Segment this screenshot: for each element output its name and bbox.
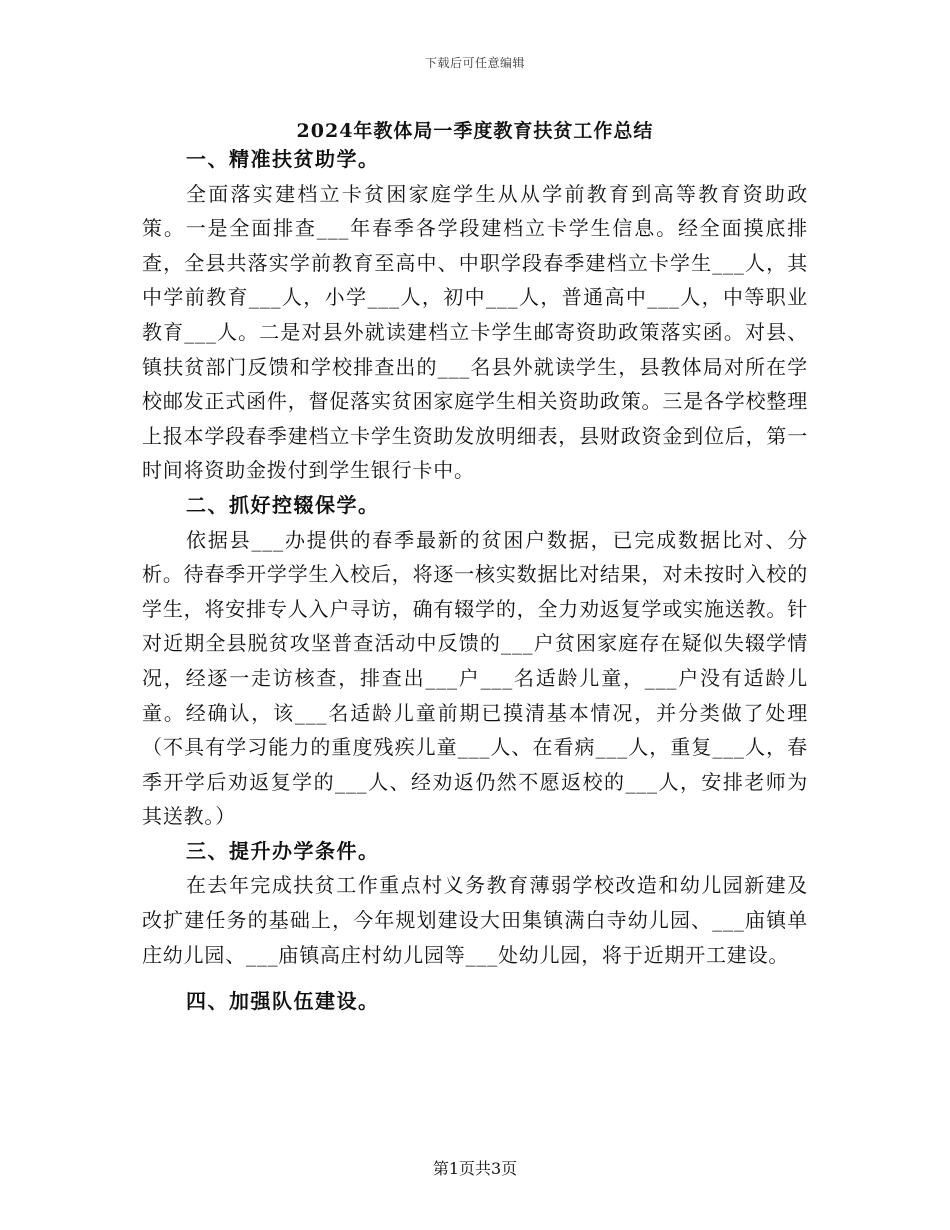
section-heading-4: 四、加强队伍建设。 (186, 989, 380, 1014)
page-footer: 第1页共3页 (432, 1159, 518, 1178)
document-title: 2024年教体局一季度教育扶贫工作总结 (296, 120, 654, 142)
section-paragraph-3: 在去年完成扶贫工作重点村义务教育薄弱学校改造和幼儿园新建及改扩建任务的基础上，今年规划建设大田集镇满白寺幼儿园、___庙镇单庄幼儿园、___庙镇高庄村幼儿园等___处幼儿园，将于近期开工建设。 (142, 873, 808, 967)
section-heading-1: 一、精准扶贫助学。 (186, 147, 380, 171)
header-note: 下载后可任意编辑 (424, 56, 525, 70)
section-heading-3: 三、提升办学条件。 (186, 838, 380, 863)
section-paragraph-1: 全面落实建档立卡贫困家庭学生从从学前教育到高等教育资助政策。一是全面排查___年春季各学段建档立卡学生信息。经全面摸底排查，全县共落实学前教育至高中、中职学段春季建档立卡学生___人，其中学前教育___人，小学___人，初中___人，普通高中___人，中等职业教育___人。二是对县外就读建档立卡学生邮寄资助政策落实函。对县、镇扶贫部门反馈和学校排查出的___名县外就读学生，县教体局对所在学校邮发正式函件，督促落实贫困家庭学生相关资助政策。三是各学校整理上报本学段春季建档立卡学生资助发放明细表，县财政资金到位后，第一时间将资助金拨付到学生银行卡中。 (142, 181, 808, 483)
section-spacer (142, 972, 808, 984)
section-paragraph-2: 依据县___办提供的春季最新的贫困户数据，已完成数据比对、分析。待春季开学学生入校后，将逐一核实数据比对结果，对未按时入校的学生，将安排专人入户寻访，确有辍学的，全力劝返复学或实施送教。针对近期全县脱贫攻坚普查活动中反馈的___户贫困家庭存在疑似失辍学情况，经逐一走访核查，排查出___户___名适龄儿童，___户没有适龄儿童。经确认，该___名适龄儿童前期已摸清基本情况，并分类做了处理（不具有学习能力的重度残疾儿童___人、在看病___人，重复___人，春季开学后劝返复学的___人、经劝返仍然不愿返校的___人，安排老师为其送教。） (142, 527, 808, 829)
document-body (142, 142, 808, 1019)
section-heading-2: 二、抓好控辍保学。 (186, 492, 380, 517)
